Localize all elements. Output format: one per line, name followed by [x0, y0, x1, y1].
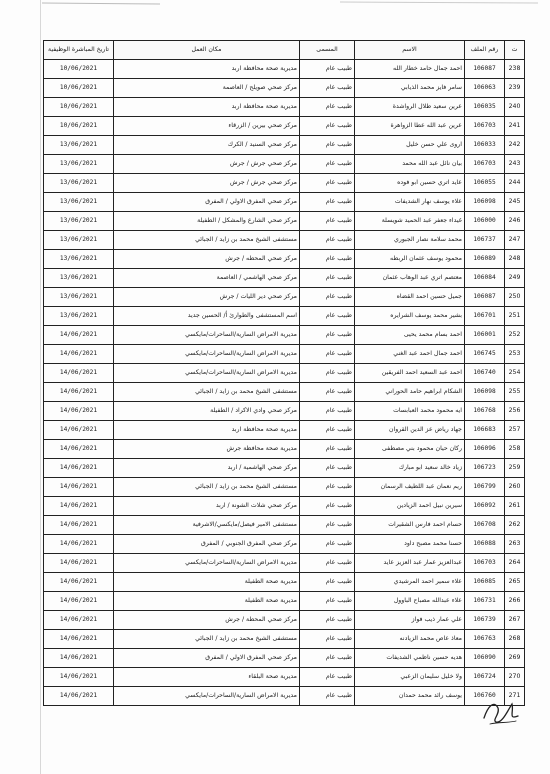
cell-seq: 259: [505, 459, 525, 478]
table-row: [44, 60, 525, 79]
cell-file-number: 106701: [465, 307, 505, 326]
cell-start-date: 14/06/2021: [44, 535, 114, 554]
cell-name: علاء يوسف نهار الشديفات: [355, 193, 465, 212]
table-row: [44, 174, 525, 193]
cell-start-date: 13/06/2021: [44, 193, 114, 212]
cell-workplace: مركز صحي المفرق الاولي / المفرق: [114, 649, 300, 668]
cell-file-number: 106096: [465, 440, 505, 459]
table-row: [44, 649, 525, 668]
cell-workplace: مركز صحي شلات الشونة / اربد: [114, 497, 300, 516]
cell-seq: 263: [505, 535, 525, 554]
cell-name: احمد بسام محمد يحيى: [355, 326, 465, 345]
table-row: [44, 98, 525, 117]
cell-name: احمد عبد السعيد احمد الفريقين: [355, 364, 465, 383]
cell-workplace: مستشفى الشيخ محمد بن زايد / الجبائي: [114, 383, 300, 402]
cell-seq: 261: [505, 497, 525, 516]
table-body: [44, 60, 525, 706]
cell-name: سيرين نبيل احمد الزيادين: [355, 497, 465, 516]
cell-name: غيداء جعفر عبد الحميد شويسلة: [355, 212, 465, 231]
cell-name: معاذ عاص محمد الزيادنه: [355, 630, 465, 649]
cell-workplace: مديرية صحة البلقاء: [114, 668, 300, 687]
cell-job-title: طبيب عام: [300, 668, 355, 687]
table-row: [44, 478, 525, 497]
cell-start-date: 14/06/2021: [44, 459, 114, 478]
cell-file-number: 106033: [465, 136, 505, 155]
cell-workplace: مديرية صحة محافظة اربد: [114, 421, 300, 440]
cell-seq: 271: [505, 687, 525, 706]
cell-job-title: طبيب عام: [300, 592, 355, 611]
cell-file-number: 106703: [465, 155, 505, 174]
cell-file-number: 106000: [465, 212, 505, 231]
cell-workplace: مديرية صحة محافظة جرش: [114, 440, 300, 459]
cell-seq: 269: [505, 649, 525, 668]
cell-name: عرين سعيد طلال الرواشدة: [355, 98, 465, 117]
cell-workplace: مركز صحي الهاشمية / اربد: [114, 459, 300, 478]
cell-file-number: 106087: [465, 60, 505, 79]
table-row: [44, 516, 525, 535]
cell-name: الشكام ابراهيم حامد الحوراني: [355, 383, 465, 402]
table-row: [44, 402, 525, 421]
cell-name: ريم نعمان عبد اللطيف الرسمان: [355, 478, 465, 497]
cell-name: علاء سمير احمد المرشيدي: [355, 573, 465, 592]
cell-job-title: طبيب عام: [300, 98, 355, 117]
cell-name: معتصم اتري عبد الوهاب عثمان: [355, 269, 465, 288]
cell-job-title: طبيب عام: [300, 250, 355, 269]
cell-workplace: مركز صحي السنيد / الكرك: [114, 136, 300, 155]
cell-file-number: 106799: [465, 478, 505, 497]
cell-file-number: 106683: [465, 421, 505, 440]
cell-start-date: 14/06/2021: [44, 516, 114, 535]
cell-job-title: طبيب عام: [300, 516, 355, 535]
cell-job-title: طبيب عام: [300, 117, 355, 136]
cell-name: سامر فايز محمد الذيابي: [355, 79, 465, 98]
handwritten-signature: [478, 692, 522, 728]
cell-seq: 249: [505, 269, 525, 288]
cell-workplace: مديرية الامراض السارية/الساحرات/مايكسي: [114, 326, 300, 345]
header-workplace: مكان العمل: [114, 41, 300, 60]
cell-workplace: مركز صحي الهاشمي / العاصمة: [114, 269, 300, 288]
cell-start-date: 14/06/2021: [44, 687, 114, 706]
cell-job-title: طبيب عام: [300, 364, 355, 383]
cell-file-number: 106739: [465, 611, 505, 630]
staff-roster-table: [43, 40, 525, 706]
cell-file-number: 106708: [465, 516, 505, 535]
cell-seq: 242: [505, 136, 525, 155]
table-row: [44, 687, 525, 706]
table-row: [44, 288, 525, 307]
cell-seq: 238: [505, 60, 525, 79]
table-row: [44, 136, 525, 155]
cell-file-number: 106084: [465, 269, 505, 288]
cell-workplace: مركز صحي وادي الاكراد / الطفيلة: [114, 402, 300, 421]
cell-start-date: 14/06/2021: [44, 383, 114, 402]
cell-start-date: 14/06/2021: [44, 630, 114, 649]
cell-name: علاء عبدالله مصباح الباوول: [355, 592, 465, 611]
cell-start-date: 14/06/2021: [44, 440, 114, 459]
cell-file-number: 106055: [465, 174, 505, 193]
cell-workplace: مستشفى الامير فيصل/مايكسي/الاشرفية: [114, 516, 300, 535]
cell-job-title: طبيب عام: [300, 269, 355, 288]
cell-file-number: 106760: [465, 687, 505, 706]
cell-start-date: 13/06/2021: [44, 269, 114, 288]
cell-name: حسنا محمد مصبح داود: [355, 535, 465, 554]
table-row: [44, 535, 525, 554]
scan-edge-line: [40, 0, 41, 774]
cell-seq: 241: [505, 117, 525, 136]
cell-name: محمود يوسف عثمان الربطه: [355, 250, 465, 269]
cell-seq: 243: [505, 155, 525, 174]
cell-workplace: مركز صحي المحطة / جرش: [114, 611, 300, 630]
cell-job-title: طبيب عام: [300, 307, 355, 326]
cell-job-title: طبيب عام: [300, 79, 355, 98]
table-row: [44, 611, 525, 630]
cell-file-number: 106723: [465, 459, 505, 478]
cell-name: بشير محمد يوسف الشرايره: [355, 307, 465, 326]
cell-seq: 256: [505, 402, 525, 421]
cell-job-title: طبيب عام: [300, 288, 355, 307]
cell-start-date: 10/06/2021: [44, 98, 114, 117]
cell-job-title: طبيب عام: [300, 611, 355, 630]
table-row: [44, 155, 525, 174]
cell-workplace: مديرية الامراض السارية/الساحرات/مايكسي: [114, 554, 300, 573]
cell-seq: 265: [505, 573, 525, 592]
cell-name: محمد سلامة نصار الجبوري: [355, 231, 465, 250]
cell-seq: 266: [505, 592, 525, 611]
table-row: [44, 440, 525, 459]
cell-start-date: 14/06/2021: [44, 554, 114, 573]
cell-file-number: 106703: [465, 554, 505, 573]
cell-file-number: 106063: [465, 79, 505, 98]
table-row: [44, 459, 525, 478]
cell-seq: 239: [505, 79, 525, 98]
cell-job-title: طبيب عام: [300, 497, 355, 516]
cell-file-number: 106089: [465, 250, 505, 269]
cell-name: احمد جمال حامد خطار الله: [355, 60, 465, 79]
table-row: [44, 212, 525, 231]
cell-name: جميل حسين احمد القضاه: [355, 288, 465, 307]
header-job-title: المسمى: [300, 41, 355, 60]
cell-name: عايد اتري حسين ابو فوده: [355, 174, 465, 193]
cell-job-title: طبيب عام: [300, 212, 355, 231]
cell-file-number: 106724: [465, 668, 505, 687]
cell-file-number: 106087: [465, 288, 505, 307]
cell-job-title: طبيب عام: [300, 136, 355, 155]
cell-job-title: طبيب عام: [300, 687, 355, 706]
cell-start-date: 13/06/2021: [44, 250, 114, 269]
cell-workplace: مديرية صحة محافظة اربد: [114, 98, 300, 117]
cell-file-number: 106745: [465, 345, 505, 364]
cell-job-title: طبيب عام: [300, 383, 355, 402]
cell-seq: 268: [505, 630, 525, 649]
cell-seq: 246: [505, 212, 525, 231]
cell-job-title: طبيب عام: [300, 193, 355, 212]
table-row: [44, 79, 525, 98]
cell-seq: 255: [505, 383, 525, 402]
header-name: الاسم: [355, 41, 465, 60]
table-row: [44, 573, 525, 592]
cell-job-title: طبيب عام: [300, 478, 355, 497]
cell-file-number: 106035: [465, 98, 505, 117]
cell-job-title: طبيب عام: [300, 535, 355, 554]
cell-workplace: مستشفى الشيخ محمد بن زايد / الجبائي: [114, 231, 300, 250]
cell-start-date: 14/06/2021: [44, 497, 114, 516]
cell-name: زياد خالد سعيد ابو مبارك: [355, 459, 465, 478]
table-row: [44, 592, 525, 611]
cell-job-title: طبيب عام: [300, 554, 355, 573]
cell-start-date: 13/06/2021: [44, 155, 114, 174]
table-row: [44, 554, 525, 573]
table-row: [44, 421, 525, 440]
cell-start-date: 10/06/2021: [44, 117, 114, 136]
cell-job-title: طبيب عام: [300, 402, 355, 421]
cell-seq: 267: [505, 611, 525, 630]
cell-file-number: 106768: [465, 402, 505, 421]
cell-file-number: 106092: [465, 497, 505, 516]
table-row: [44, 269, 525, 288]
table-row: [44, 231, 525, 250]
table-header-row: [44, 41, 525, 60]
cell-file-number: 106763: [465, 630, 505, 649]
cell-file-number: 106098: [465, 383, 505, 402]
scan-top-marks: [40, 0, 540, 8]
cell-workplace: مركز صحي دير الليات / جرش: [114, 288, 300, 307]
cell-workplace: مديرية الامراض السارية/الساحرات/مايكسي: [114, 687, 300, 706]
cell-name: ركان حيان محمود بني مصطفى: [355, 440, 465, 459]
cell-name: عرين عبد الله عطا الزواهرة: [355, 117, 465, 136]
cell-name: احمد جمال احمد عبد الغني: [355, 345, 465, 364]
cell-workplace: مركز صحي جرش / جرش: [114, 155, 300, 174]
cell-seq: 248: [505, 250, 525, 269]
cell-start-date: 13/06/2021: [44, 174, 114, 193]
cell-name: هديه حسين ناظمي الشديفات: [355, 649, 465, 668]
cell-file-number: 106731: [465, 592, 505, 611]
cell-name: اروى علي حسن خليل: [355, 136, 465, 155]
cell-workplace: مديرية صحة الطفيلة: [114, 592, 300, 611]
cell-file-number: 106098: [465, 193, 505, 212]
cell-seq: 264: [505, 554, 525, 573]
header-seq: ت: [505, 41, 525, 60]
cell-start-date: 14/06/2021: [44, 421, 114, 440]
table-row: [44, 326, 525, 345]
cell-seq: 247: [505, 231, 525, 250]
cell-workplace: مركز صحي المفرق الاولي / المفرق: [114, 193, 300, 212]
cell-name: بيان نائل عبد الله محمد: [355, 155, 465, 174]
cell-workplace: مركز صحي صويلح / العاصمة: [114, 79, 300, 98]
cell-seq: 253: [505, 345, 525, 364]
cell-name: ولا خليل سليمان الزعبي: [355, 668, 465, 687]
cell-job-title: طبيب عام: [300, 459, 355, 478]
cell-workplace: مديرية الامراض السارية/الساحرات/مايكسي: [114, 364, 300, 383]
cell-job-title: طبيب عام: [300, 630, 355, 649]
cell-seq: 240: [505, 98, 525, 117]
cell-job-title: طبيب عام: [300, 649, 355, 668]
cell-seq: 270: [505, 668, 525, 687]
table-row: [44, 307, 525, 326]
table-row: [44, 383, 525, 402]
cell-job-title: طبيب عام: [300, 421, 355, 440]
cell-workplace: مديرية الامراض السارية/الساحرات/مايكسي: [114, 345, 300, 364]
cell-start-date: 14/06/2021: [44, 649, 114, 668]
cell-name: علي عمار ذيب فواز: [355, 611, 465, 630]
cell-job-title: طبيب عام: [300, 440, 355, 459]
cell-name: عبدالعزيز عمار عبد العزيز عايد: [355, 554, 465, 573]
table-row: [44, 668, 525, 687]
cell-start-date: 14/06/2021: [44, 326, 114, 345]
cell-file-number: 106088: [465, 535, 505, 554]
cell-workplace: مركز صحي المحطه / جرش: [114, 250, 300, 269]
cell-file-number: 106737: [465, 231, 505, 250]
cell-seq: 254: [505, 364, 525, 383]
cell-workplace: مستشفى الشيخ محمد بن زايد / الجبائي: [114, 478, 300, 497]
cell-start-date: 14/06/2021: [44, 345, 114, 364]
table-row: [44, 345, 525, 364]
cell-job-title: طبيب عام: [300, 60, 355, 79]
cell-name: يوسف رائد محمد حمدان: [355, 687, 465, 706]
cell-start-date: 14/06/2021: [44, 478, 114, 497]
cell-file-number: 106085: [465, 573, 505, 592]
cell-workplace: مديرية صحة الطفيلة: [114, 573, 300, 592]
cell-start-date: 13/06/2021: [44, 136, 114, 155]
table-row: [44, 250, 525, 269]
cell-start-date: 14/06/2021: [44, 592, 114, 611]
cell-job-title: طبيب عام: [300, 345, 355, 364]
cell-file-number: 106090: [465, 649, 505, 668]
cell-job-title: طبيب عام: [300, 326, 355, 345]
cell-start-date: 14/06/2021: [44, 573, 114, 592]
cell-start-date: 14/06/2021: [44, 668, 114, 687]
cell-start-date: 13/06/2021: [44, 212, 114, 231]
cell-workplace: مركز صحي بيرين / الزرقاء: [114, 117, 300, 136]
cell-start-date: 10/06/2021: [44, 60, 114, 79]
cell-name: جهاد رياض عز الدين القروان: [355, 421, 465, 440]
cell-seq: 251: [505, 307, 525, 326]
cell-start-date: 13/06/2021: [44, 231, 114, 250]
cell-name: ايه محمود محمد العبابسات: [355, 402, 465, 421]
cell-job-title: طبيب عام: [300, 174, 355, 193]
cell-start-date: 14/06/2021: [44, 364, 114, 383]
cell-start-date: 13/06/2021: [44, 288, 114, 307]
cell-seq: 258: [505, 440, 525, 459]
cell-seq: 252: [505, 326, 525, 345]
cell-workplace: مديرية صحة محافظة اربد: [114, 60, 300, 79]
cell-seq: 250: [505, 288, 525, 307]
cell-start-date: 14/06/2021: [44, 402, 114, 421]
cell-start-date: 10/06/2021: [44, 79, 114, 98]
cell-file-number: 106740: [465, 364, 505, 383]
cell-workplace: مستشفى الشيخ محمد بن زايد / الجبائي: [114, 630, 300, 649]
header-start-date: تاريخ المباشرة الوظيفية: [44, 41, 114, 60]
table-row: [44, 193, 525, 212]
cell-seq: 257: [505, 421, 525, 440]
header-file-number: رقم الملف: [465, 41, 505, 60]
cell-file-number: 106001: [465, 326, 505, 345]
cell-seq: 260: [505, 478, 525, 497]
cell-job-title: طبيب عام: [300, 573, 355, 592]
cell-workplace: مركز صحي المفرق الجنوبي / المفرق: [114, 535, 300, 554]
cell-seq: 262: [505, 516, 525, 535]
cell-workplace: مركز صحي جرش / جرش: [114, 174, 300, 193]
table-row: [44, 630, 525, 649]
cell-workplace: مركز صحي الشارع والمشكل / الطفيلة: [114, 212, 300, 231]
cell-seq: 245: [505, 193, 525, 212]
cell-file-number: 106703: [465, 117, 505, 136]
table-row: [44, 497, 525, 516]
cell-job-title: طبيب عام: [300, 155, 355, 174]
cell-workplace: اسم المستشفى والطوارئ أ/ الحسين جديد: [114, 307, 300, 326]
cell-start-date: 13/06/2021: [44, 307, 114, 326]
table-row: [44, 364, 525, 383]
cell-job-title: طبيب عام: [300, 231, 355, 250]
table-row: [44, 117, 525, 136]
cell-name: حسام احمد فارس الشقيرات: [355, 516, 465, 535]
cell-seq: 244: [505, 174, 525, 193]
cell-start-date: 14/06/2021: [44, 611, 114, 630]
